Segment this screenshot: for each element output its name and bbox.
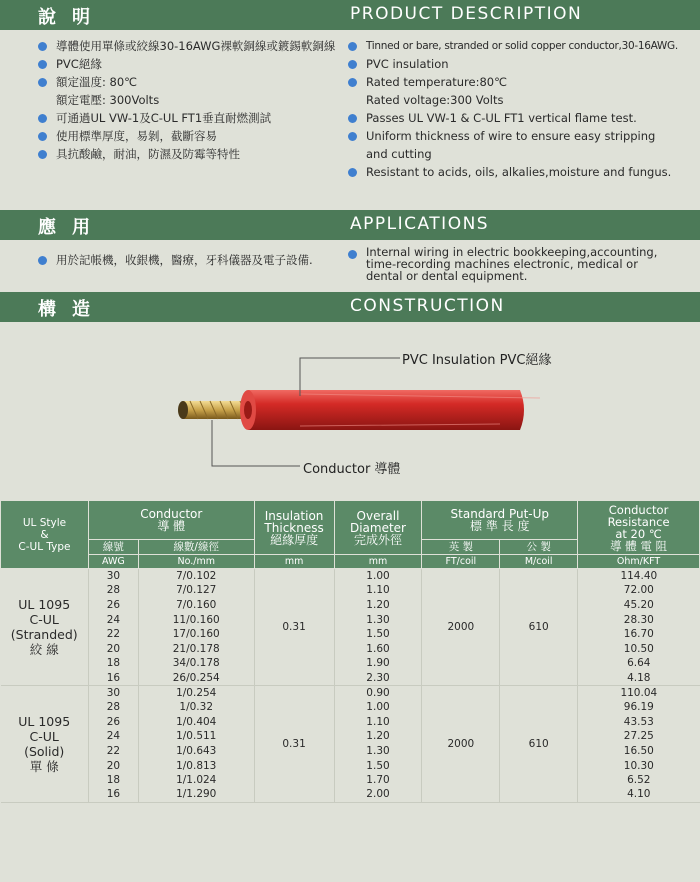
awg-cell: 18 <box>88 773 138 788</box>
strand-cell: 7/0.127 <box>138 583 254 598</box>
list-item: Passes UL VW-1 & C-UL FT1 vertical flame test. <box>346 110 696 127</box>
diameter-cell: 1.20 <box>334 729 422 744</box>
conductor-header: Conductor 導 體 <box>88 501 254 540</box>
table-row <box>1 583 700 598</box>
table-row <box>1 700 700 715</box>
diameter-cell: 1.30 <box>334 612 422 627</box>
table-row <box>1 714 700 729</box>
list-item: 額定電壓: 300Volts <box>56 93 160 107</box>
list-item: 使用標準厚度，易剝，截斷容易 <box>36 128 346 145</box>
table-row <box>1 627 700 642</box>
list-item: 具抗酸鹼，耐油，防濕及防霉等特性 <box>36 146 346 163</box>
list-item: Resistant to acids, oils, alkalies,moisture and fungus. <box>346 164 696 181</box>
strand-cn-header: 線數/線徑 <box>138 540 254 555</box>
resistance-cell: 43.53 <box>623 715 654 728</box>
ft-cn-header: 英 製 <box>422 540 500 555</box>
awg-cell: 24 <box>88 612 138 627</box>
awg-cell: 24 <box>88 729 138 744</box>
description-cn-title: 說明 <box>38 7 106 28</box>
bullet-icon <box>348 42 357 51</box>
bullet-icon <box>38 114 47 123</box>
awg-cell: 30 <box>88 685 138 700</box>
awg-cell: 18 <box>88 656 138 671</box>
bullet-icon <box>348 114 357 123</box>
bullet-icon <box>38 42 47 51</box>
bullet-icon <box>38 60 47 69</box>
list-item: 額定溫度: 80℃ <box>36 74 346 91</box>
spec-table-body <box>1 569 700 803</box>
strand-cell: 26/0.254 <box>138 671 254 686</box>
insulation-header: Insulation Thickness 絕緣厚度 <box>254 501 334 555</box>
bullet-icon <box>38 150 47 159</box>
wire-construction-diagram <box>0 320 700 500</box>
list-item: Rated voltage:300 Volts <box>366 93 504 107</box>
m-unit: M/coil <box>500 555 578 569</box>
list-item: and cutting <box>366 147 432 161</box>
diameter-cell: 2.00 <box>334 787 422 802</box>
applications-en-list <box>346 246 696 283</box>
awg-unit: AWG <box>88 555 138 569</box>
strand-cell: 7/0.102 <box>138 569 254 584</box>
bullet-icon <box>348 78 357 87</box>
ft-coil-cell: 2000 <box>422 569 500 686</box>
spec-table <box>0 500 700 803</box>
list-item: PVC絕緣 <box>36 56 346 73</box>
resistance-cell: 45.20 <box>623 598 654 611</box>
strand-cell: 1/0.813 <box>138 758 254 773</box>
construction-header <box>0 292 700 322</box>
diameter-cell: 1.10 <box>334 583 422 598</box>
description-en-title: PRODUCT DESCRIPTION <box>350 4 583 24</box>
resistance-cell: 16.50 <box>623 744 654 757</box>
bullet-icon <box>38 78 47 87</box>
description-cn-list <box>36 38 346 164</box>
list-item: 導體使用單條或絞線30-16AWG裸軟銅線或鍍錫軟銅線 <box>36 38 346 55</box>
m-coil-cell: 610 <box>500 569 578 686</box>
ohm-unit: Ohm/KFT <box>578 555 700 569</box>
thickness-unit: mm <box>254 555 334 569</box>
bullet-icon <box>348 168 357 177</box>
ul-style-header: UL Style & C-UL Type <box>1 501 89 569</box>
awg-cn-header: 線號 <box>88 540 138 555</box>
diameter-cell: 1.00 <box>334 569 422 584</box>
strand-cell: 1/0.32 <box>138 700 254 715</box>
ul-style-cell: UL 1095 C-UL (Solid) 單 條 <box>1 685 89 802</box>
strand-cell: 17/0.160 <box>138 627 254 642</box>
construction-en-title: CONSTRUCTION <box>350 296 505 316</box>
strand-cell: 11/0.160 <box>138 612 254 627</box>
list-item: Uniform thickness of wire to ensure easy stripping <box>346 128 696 145</box>
diameter-cell: 0.90 <box>334 685 422 700</box>
diameter-header: Overall Diameter 完成外徑 <box>334 501 422 555</box>
table-row <box>1 744 700 759</box>
diameter-cell: 1.30 <box>334 744 422 759</box>
strand-cell: 21/0.178 <box>138 641 254 656</box>
diameter-cell: 2.30 <box>334 671 422 686</box>
awg-cell: 16 <box>88 787 138 802</box>
list-item: 可通過UL VW-1及C-UL FT1垂直耐燃測試 <box>36 110 346 127</box>
awg-cell: 20 <box>88 758 138 773</box>
strand-cell: 1/1.290 <box>138 787 254 802</box>
resistance-header: Conductor Resistance at 20 ℃ 導 體 電 阻 <box>578 501 700 555</box>
diameter-cell: 1.00 <box>334 700 422 715</box>
strand-cell: 7/0.160 <box>138 598 254 613</box>
description-en-list <box>346 38 696 182</box>
strand-cell: 1/0.511 <box>138 729 254 744</box>
applications-header <box>0 210 700 240</box>
awg-cell: 26 <box>88 598 138 613</box>
resistance-cell: 28.30 <box>623 613 654 626</box>
table-row <box>1 598 700 613</box>
ft-unit: FT/coil <box>422 555 500 569</box>
diameter-cell: 1.20 <box>334 598 422 613</box>
table-row <box>1 729 700 744</box>
diameter-cell: 1.10 <box>334 714 422 729</box>
awg-cell: 26 <box>88 714 138 729</box>
diameter-unit: mm <box>334 555 422 569</box>
resistance-cell: 4.18 <box>578 671 700 686</box>
strand-cell: 1/0.643 <box>138 744 254 759</box>
thickness-cell: 0.31 <box>254 569 334 686</box>
table-row <box>1 612 700 627</box>
table-row <box>1 787 700 802</box>
awg-cell: 20 <box>88 641 138 656</box>
table-row <box>1 569 700 584</box>
bullet-icon <box>348 132 357 141</box>
resistance-cell: 6.52 <box>627 774 651 787</box>
awg-cell: 28 <box>88 583 138 598</box>
diameter-cell: 1.50 <box>334 627 422 642</box>
resistance-cell: 10.30 <box>623 759 654 772</box>
list-item: Internal wiring in electric bookkeeping,accounting, time-recording machines electronic, medical or dental or dental equipment. <box>346 246 696 282</box>
m-cn-header: 公 製 <box>500 540 578 555</box>
description-header <box>0 0 700 30</box>
bullet-icon <box>38 132 47 141</box>
table-row <box>1 773 700 788</box>
diameter-cell: 1.70 <box>334 773 422 788</box>
putup-header: Standard Put-Up 標 準 長 度 <box>422 501 578 540</box>
m-coil-cell: 610 <box>500 685 578 802</box>
bullet-icon <box>348 60 357 69</box>
resistance-cell: 114.40 <box>620 570 658 583</box>
awg-cell: 22 <box>88 744 138 759</box>
strand-cell: 34/0.178 <box>138 656 254 671</box>
ft-coil-cell: 2000 <box>422 685 500 802</box>
awg-cell: 22 <box>88 627 138 642</box>
strand-cell: 1/0.254 <box>138 685 254 700</box>
diameter-cell: 1.90 <box>334 656 422 671</box>
table-row <box>1 656 700 671</box>
strand-cell: 1/1.024 <box>138 773 254 788</box>
pvc-insulation <box>240 390 540 430</box>
conductor-label: Conductor 導體 <box>303 462 401 477</box>
resistance-cell: 110.04 <box>620 686 658 699</box>
awg-cell: 28 <box>88 700 138 715</box>
resistance-cell: 72.00 <box>623 584 654 597</box>
applications-cn-title: 應用 <box>38 217 106 238</box>
table-row <box>1 685 700 700</box>
list-item: 用於記帳機，收銀機，醫療，牙科儀器及電子設備. <box>36 252 346 269</box>
applications-cn-list <box>36 252 346 270</box>
bullet-icon <box>348 250 357 259</box>
diameter-cell: 1.50 <box>334 758 422 773</box>
resistance-cell: 27.25 <box>623 730 654 743</box>
ul-style-cell: UL 1095 C-UL (Stranded) 絞 線 <box>1 569 89 686</box>
awg-cell: 30 <box>88 569 138 584</box>
table-row <box>1 671 700 686</box>
strand-unit: No./mm <box>138 555 254 569</box>
awg-cell: 16 <box>88 671 138 686</box>
list-item: Tinned or bare, stranded or solid copper conductor,30-16AWG. <box>346 38 696 55</box>
resistance-cell: 96.19 <box>623 701 654 714</box>
strand-cell: 1/0.404 <box>138 714 254 729</box>
construction-cn-title: 構造 <box>38 299 106 320</box>
resistance-cell: 4.10 <box>578 787 700 802</box>
resistance-cell: 10.50 <box>623 642 654 655</box>
list-item: PVC insulation <box>346 56 696 73</box>
resistance-cell: 16.70 <box>623 628 654 641</box>
list-item: Rated temperature:80℃ <box>346 74 696 91</box>
insulation-label: PVC Insulation PVC絕緣 <box>402 353 552 368</box>
applications-en-title: APPLICATIONS <box>350 214 490 234</box>
table-row <box>1 758 700 773</box>
diameter-cell: 1.60 <box>334 641 422 656</box>
bullet-icon <box>38 256 47 265</box>
resistance-cell: 6.64 <box>627 657 651 670</box>
thickness-cell: 0.31 <box>254 685 334 802</box>
table-row <box>1 641 700 656</box>
